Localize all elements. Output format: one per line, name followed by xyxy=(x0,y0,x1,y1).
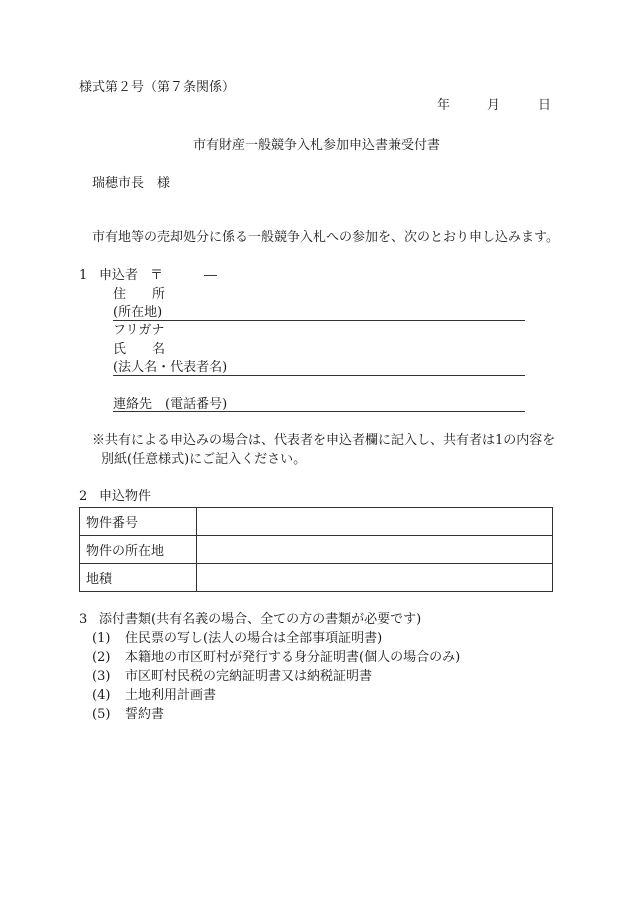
name-underline xyxy=(113,375,525,376)
date-year-label: 年 xyxy=(437,98,451,113)
postal-dash: ― xyxy=(204,268,217,283)
section3-number: 3 xyxy=(79,612,88,627)
name-sub-label: (法人名・代表者名) xyxy=(113,360,228,375)
date-month-label: 月 xyxy=(487,98,501,113)
table-row xyxy=(80,536,553,564)
attachment-text-5: 誓約書 xyxy=(125,707,165,722)
section1-heading: 申込者 xyxy=(99,268,139,283)
attachment-num-1: (1) xyxy=(92,631,111,646)
land-area-label: 地積 xyxy=(80,564,197,592)
note-line-2: 別紙(任意様式)にご記入ください。 xyxy=(101,452,307,467)
section2-number: 2 xyxy=(79,489,88,504)
address-sub-label: (所在地) xyxy=(113,305,163,320)
attachment-text-3: 市区町村民税の完納証明書又は納税証明書 xyxy=(125,669,373,684)
section2-heading: 申込物件 xyxy=(99,489,152,504)
document-title: 市有財産一般競争入札参加申込書兼受付書 xyxy=(193,138,441,153)
property-location-label: 物件の所在地 xyxy=(80,536,197,564)
form-id: 様式第２号（第７条関係） xyxy=(79,80,236,95)
note-line-1: ※共有による申込みの場合は、代表者を申込者欄に記入し、共有者は1の内容を xyxy=(92,433,556,448)
attachment-num-3: (3) xyxy=(92,669,111,684)
table-row xyxy=(80,508,553,536)
land-area-field[interactable] xyxy=(197,564,553,592)
property-location-field[interactable] xyxy=(197,536,553,564)
address-underline xyxy=(113,320,525,321)
intro-text: 市有地等の売却処分に係る一般競争入札への参加を、次のとおり申し込みます。 xyxy=(92,230,559,245)
addressee: 瑞穂市長 様 xyxy=(92,176,171,191)
property-number-field[interactable] xyxy=(197,508,553,536)
section3-heading: 添付書類(共有名義の場合、全ての方の書類が必要です) xyxy=(99,612,422,627)
attachment-num-2: (2) xyxy=(92,650,111,665)
name-label: 氏 名 xyxy=(113,342,166,357)
attachment-num-5: (5) xyxy=(92,707,111,722)
table-row xyxy=(80,564,553,592)
property-number-label: 物件番号 xyxy=(80,508,197,536)
contact-label: 連絡先 (電話番号) xyxy=(113,397,228,412)
attachment-num-4: (4) xyxy=(92,688,111,703)
attachment-text-4: 土地利用計画書 xyxy=(125,688,217,703)
attachment-text-2: 本籍地の市区町村が発行する身分証明書(個人の場合のみ) xyxy=(125,650,461,665)
property-table xyxy=(79,507,553,592)
address-label: 住 所 xyxy=(113,287,166,302)
date-day-label: 日 xyxy=(538,98,552,113)
postal-mark: 〒 xyxy=(150,268,164,283)
contact-underline xyxy=(113,411,525,412)
furigana-label: フリガナ xyxy=(113,323,165,338)
attachment-text-1: 住民票の写し(法人の場合は全部事項証明書) xyxy=(125,631,383,646)
section1-number: 1 xyxy=(79,268,88,283)
